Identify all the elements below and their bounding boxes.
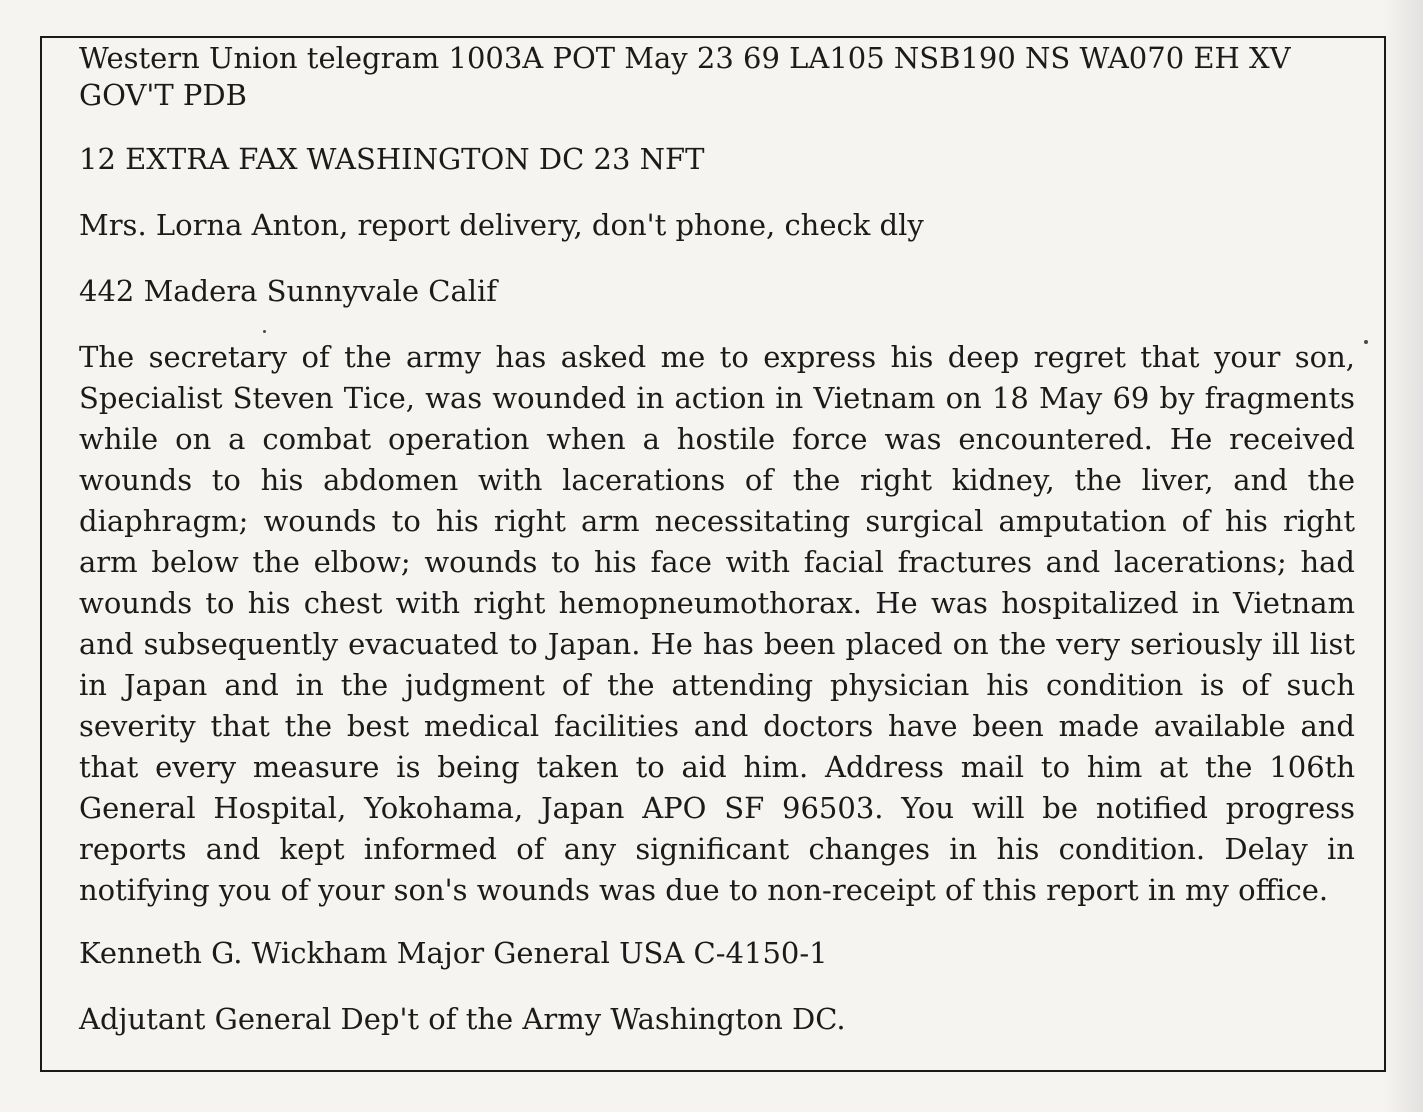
routing-line: 12 EXTRA FAX WASHINGTON DC 23 NFT <box>79 142 705 176</box>
department-line: Adjutant General Dep't of the Army Washington DC. <box>79 1002 846 1036</box>
recipient-line: Mrs. Lorna Anton, report delivery, don't phone, check dly <box>79 208 924 242</box>
paper-speck <box>1364 340 1368 344</box>
message-body: The secretary of the army has asked me to express his deep regret that your son, Specialist Steven Tice, was wounded in action in Vietnam on 18 May 69 by fragments while on a combat operation when a hostile force was encountered. He received wounds to his abdomen with lacerations of the right kidney, the liver, and the diaphragm; wounds to his right arm necessitating surgical amputation of his right arm below the elbow; wounds to his face with facial fractures and lacerations; had wounds to his chest with right hemopneumothorax. He was hospitalized in Vietnam and subsequently evacuated to Japan. He has been placed on the very seriously ill list in Japan and in the judgment of the attending physician his condition is of such severity that the best medical facilities and doctors have been made available and that every measure is being taken to aid him. Address mail to him at the 106th General Hospital, Yokohama, Japan APO SF 96503. You will be notified progress reports and kept informed of any significant changes in his condition. Delay in notifying you of your son's wounds was due to non-receipt of this report in my office. <box>79 340 1355 907</box>
address-line: 442 Madera Sunnyvale Calif <box>79 274 498 308</box>
telegram-content <box>79 40 1355 1040</box>
signature-line: Kenneth G. Wickham Major General USA C-4150-1 <box>79 936 828 970</box>
paper-speck <box>263 330 266 333</box>
telegram-header: Western Union telegram 1003A POT May 23 69 LA105 NSB190 NS WA070 EH XV GOV'T PDB <box>79 41 1291 112</box>
page-edge-shadow <box>1383 0 1423 1112</box>
